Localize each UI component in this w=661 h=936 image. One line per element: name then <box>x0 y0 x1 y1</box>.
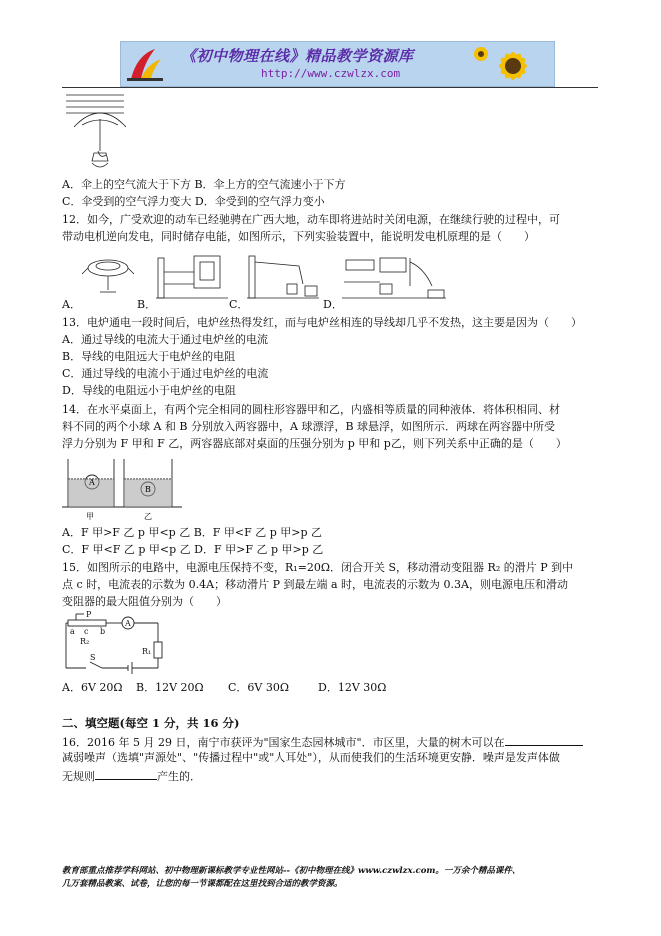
q16-blank-2[interactable] <box>95 768 157 780</box>
q14-ball-b-label: B <box>145 485 151 494</box>
q13-option-a: A．通过导线的电流大于通过电炉丝的电流 <box>62 333 268 346</box>
q14-option-line-1: A．F 甲>F 乙 p 甲<p 乙 B．F 甲<F 乙 p 甲>p 乙 <box>62 526 323 539</box>
q12-figure-c <box>243 252 323 302</box>
q16-line-3-prefix: 无规则 <box>62 770 95 783</box>
q16-line-1 <box>62 734 583 750</box>
sunflower-icon <box>473 42 553 86</box>
logo-icon <box>125 45 165 83</box>
footer-line-2: 几万套精品教案、试卷，让您的每一节课都配在这里找到合适的教学资源。 <box>62 879 343 889</box>
q14-container-jia-label: 甲 <box>86 512 94 521</box>
q15-point-a: a <box>70 627 75 636</box>
q15-stem-line-3: 变阻器的最大阻值分别为（ ） <box>62 595 227 608</box>
q14-option-line-2: C．F 甲<F 乙 p 甲<p 乙 D．F 甲>F 乙 p 甲>p 乙 <box>62 543 324 556</box>
q14-stem-line-3: 浮力分别为 F 甲和 F 乙，两容器底部对桌面的压强分别为 p 甲和 p乙，则下列关系中正确的是（ ） <box>62 437 567 450</box>
q16-blank-1[interactable] <box>505 734 583 746</box>
q15-switch-label: S <box>90 653 96 662</box>
umbrella-airflow-figure <box>62 89 132 171</box>
q14-container-yi-label: 乙 <box>144 512 152 521</box>
q12-label-c: C． <box>229 298 249 311</box>
q12-label-d: D． <box>323 298 343 311</box>
q11-option-line-1: A．伞上的空气流大于下方 B．伞上方的空气流速小于下方 <box>62 178 346 191</box>
header-rule <box>62 87 598 88</box>
q12-stem-line-2: 带动电机逆向发电，同时储存电能，如图所示，下列实验装置中，能说明发电机原理的是（ ） <box>62 230 535 243</box>
q14-containers-figure <box>62 455 192 525</box>
q14-stem-line-2: 料不同的两个小球 A 和 B 分别放入两容器中，A 球漂浮，B 球悬浮，如图所示．两球在两容器中所受 <box>62 420 556 433</box>
q15-option-c: C．6V 30Ω <box>228 681 289 694</box>
q13-option-d: D．导线的电阻远小于电炉丝的电阻 <box>62 384 236 397</box>
q15-slider-p: P <box>86 610 92 619</box>
q13-option-c: C．通过导线的电流小于通过电炉丝的电流 <box>62 367 269 380</box>
q15-r2-label: R₂ <box>80 637 90 646</box>
q15-point-c: c <box>84 627 89 636</box>
q12-stem-line-1: 12．如今，广受欢迎的动车已经驰骋在广西大地，动车即将进站时关闭电源，在继续行驶的过程中，可 <box>62 213 560 226</box>
q12-figure-a <box>80 252 135 302</box>
site-banner <box>120 41 555 87</box>
q16-line-2: 减弱噪声（选填"声源处"、"传播过程中"或"人耳处"），从而使我们的生活环境更安静．噪声是发声体做 <box>62 751 560 764</box>
q12-figure-d <box>340 252 450 302</box>
q15-stem-line-1: 15．如图所示的电路中，电源电压保持不变，R₁=20Ω．闭合开关 S，移动滑动变阻器 R₂ 的滑片 P 到中 <box>62 561 574 574</box>
q12-figure-b <box>152 252 232 302</box>
banner-url: http://www.czwlzx.com <box>261 67 401 80</box>
q14-ball-a-label: A <box>89 478 95 487</box>
q14-stem-line-1: 14．在水平桌面上，有两个完全相同的圆柱形容器甲和乙，内盛相等质量的同种液体．将体积相同、材 <box>62 403 560 416</box>
q15-option-d: D．12V 30Ω <box>318 681 387 694</box>
q16-line-3 <box>62 768 201 784</box>
q12-label-b: B． <box>137 298 157 311</box>
banner-title: 《初中物理在线》精品教学资源库 <box>181 47 414 65</box>
q16-line-1-text: 16．2016 年 5 月 29 日，南宁市获评为"国家生态园林城市"．市区里，大量的树木可以在 <box>62 736 505 749</box>
q15-r1-label: R₁ <box>142 647 152 656</box>
section-2-heading: 二、填空题(每空 1 分，共 16 分) <box>62 716 240 730</box>
q15-stem-line-2: 点 c 时，电流表的示数为 0.4A；移动滑片 P 到最左端 a 时，电流表的示数为 0.3A，则电源电压和滑动 <box>62 578 568 591</box>
footer-line-1: 教育部重点推荐学科网站、初中物理新课标教学专业性网站--《初中物理在线》www.czwlzx.com。一万余个精品课件、 <box>62 866 521 876</box>
q15-point-b: b <box>100 627 106 636</box>
q15-option-a: A．6V 20Ω <box>62 681 123 694</box>
q11-option-line-2: C．伞受到的空气浮力变大 D．伞受到的空气浮力变小 <box>62 195 325 208</box>
q16-line-3-suffix: 产生的． <box>157 770 201 783</box>
q12-label-a: A． <box>62 298 81 311</box>
q15-circuit-figure <box>62 610 172 678</box>
q15-ammeter-label: A <box>125 619 131 628</box>
q13-stem: 13．电炉通电一段时间后，电炉丝热得发红，而与电炉丝相连的导线却几乎不发热，这主要是因为（ ） <box>62 316 582 329</box>
q13-option-b: B．导线的电阻远大于电炉丝的电阻 <box>62 350 236 363</box>
q15-option-b: B．12V 20Ω <box>136 681 204 694</box>
